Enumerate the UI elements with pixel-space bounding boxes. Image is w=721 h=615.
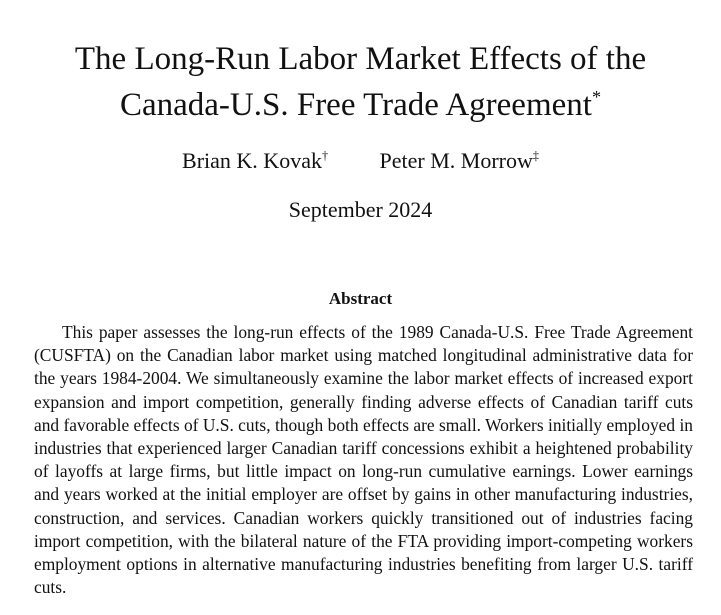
author-name: Brian K. Kovak — [182, 148, 322, 173]
title-footnote-mark: * — [591, 87, 602, 107]
title-line-2: Canada-U.S. Free Trade Agreement — [119, 87, 592, 123]
author-kovak — [182, 146, 328, 176]
author-morrow — [380, 146, 539, 176]
author-name: Peter M. Morrow — [379, 148, 533, 173]
publication-date: September 2024 — [288, 197, 433, 222]
author-list — [0, 146, 721, 176]
abstract-heading: Abstract — [328, 289, 393, 308]
paper-title — [0, 36, 721, 128]
title-line-1: The Long-Run Labor Market Effects of the — [74, 41, 647, 77]
author-footnote-mark: † — [321, 148, 329, 163]
abstract-text: This paper assesses the long-run effects of the 1989 Canada-U.S. Free Trade Agreement (CUSFTA) on the Canadian labor market using matched longitudinal administrative data for the years 1984-2004. We simultaneously examine the labor market effects of increased export expansion and import competition, generally finding adverse effects of Canadian tariff cuts and favorable effects of U.S. cuts, though both effects are small. Workers initially employed in industries that experienced larger Canadian tariff concessions exhibit a heightened probability of layoffs at large firms, but little impact on long-run cumulative earnings. Lower earnings and years worked at the initial employer are offset by gains in other manufacturing industries, construction, and services. Canadian workers quickly transitioned out of industries facing import competition, with the bilateral nature of the FTA providing import-competing workers employment options in alternative manufacturing industries benefiting from larger U.S. tariff cuts. — [34, 322, 693, 598]
author-footnote-mark: ‡ — [532, 148, 539, 163]
